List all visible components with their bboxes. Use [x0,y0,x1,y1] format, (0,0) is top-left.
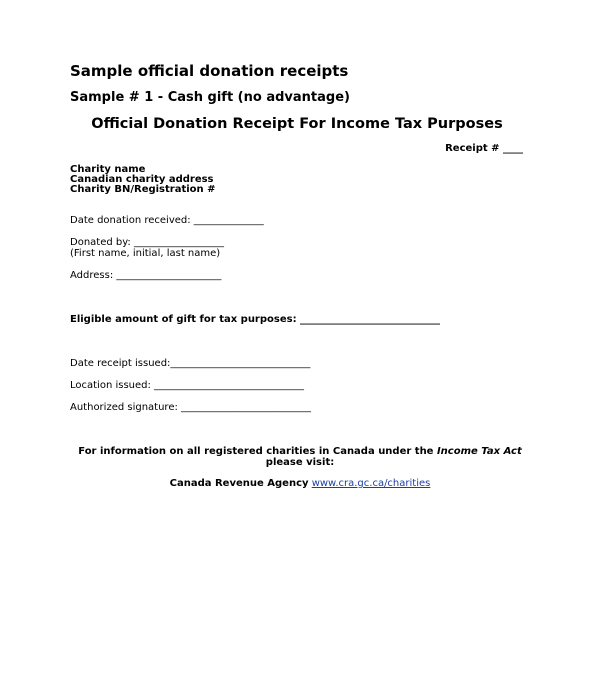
sample-subheading: Sample # 1 - Cash gift (no advantage) [70,90,350,105]
cra-link[interactable]: www.cra.gc.ca/charities [311,478,431,489]
cra-agency: Canada Revenue Agency [169,478,309,489]
address-field: Address: _____________________ [70,270,222,281]
income-tax-act: Income Tax Act [436,446,522,457]
receipt-title [0,116,600,132]
receipt-number: Receipt # ____ [445,143,523,154]
footer-info [60,446,540,468]
date-issued-field: Date receipt issued:____________________________ [70,358,311,369]
charity-address: Canadian charity address [70,174,214,185]
charity-bn: Charity BN/Registration # [70,184,216,195]
eligible-amount-field: Eligible amount of gift for tax purposes: ____________________________ [70,314,441,325]
footer-text-after: please visit: [265,457,335,468]
donated-by-hint: (First name, initial, last name) [70,248,221,259]
charity-name: Charity name [70,164,146,175]
receipt-title-text: Official Donation Receipt For Income Tax Purposes [91,116,503,132]
donated-by-field: Donated by: __________________ [70,237,224,248]
date-received-field: Date donation received: ______________ [70,215,264,226]
charity-block [70,165,216,195]
page-heading: Sample official donation receipts [70,62,349,80]
cra-line [0,478,600,489]
location-issued-field: Location issued: ______________________________ [70,380,305,391]
signature-field: Authorized signature: __________________________ [70,402,312,413]
footer-text-before: For information on all registered charities in Canada under the [78,446,437,457]
